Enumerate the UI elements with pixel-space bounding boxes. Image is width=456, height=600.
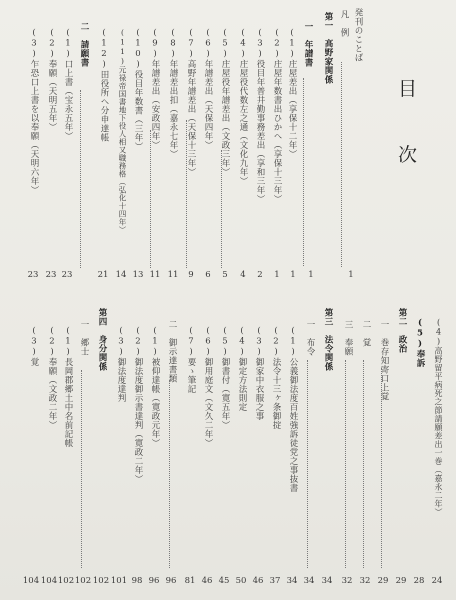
toc-item-2-3: (3)乍恐口上書を以奉願（天明六年） — [29, 28, 39, 195]
leader-dots — [381, 368, 382, 568]
section-2-heading: 二 請願書 — [79, 22, 89, 67]
toc-item-4: (4)庄屋役代数左之通（文化九年） — [238, 28, 248, 186]
toc-item-b19: (3)御法度達判 — [116, 326, 126, 403]
notes-entry: 凡 例 — [339, 10, 349, 37]
page-number: 2 — [257, 270, 263, 280]
chapter-4-heading: 第四 身分関係 — [97, 308, 107, 371]
page-number: 46 — [252, 576, 264, 586]
page-number: 24 — [431, 576, 443, 586]
page-number: 1 — [290, 270, 296, 280]
page-number: 4 — [240, 270, 246, 280]
toc-item-b18: (2)御法度御示書達判（寛政二年） — [133, 326, 143, 484]
page-number: 102 — [57, 576, 75, 586]
leader-dots — [341, 62, 342, 267]
preface-entry: 発刊のことば — [353, 8, 363, 62]
chapter-2-heading: 第二 政治 — [397, 308, 407, 353]
upper-section-baseline — [22, 287, 436, 288]
page-number: 23 — [27, 270, 39, 280]
toc-item-9: (9)年譜差出（安政四年） — [150, 28, 160, 150]
leader-dots — [150, 130, 151, 268]
toc-item-2-1: (1)口上書（宝永五年） — [63, 28, 73, 141]
toc-item-b11: (3)御家中衣服之事 — [254, 326, 264, 421]
page-number: 102 — [74, 576, 92, 586]
page-number: 34 — [286, 576, 298, 586]
page-number: 29 — [395, 576, 407, 586]
page-number: 98 — [131, 576, 143, 586]
toc-item-b10: (2)法令十三ヶ条御掟 — [271, 326, 281, 430]
page-number: 11 — [149, 270, 161, 280]
toc-item-b12: (4)御定方法則定 — [237, 326, 247, 412]
toc-item-b16: 二 御示達書類 — [167, 320, 177, 383]
toc-item-7: (7)高野年譜差出（天保十三年） — [186, 28, 196, 177]
toc-item-b14: (6)御用庭文（文久二年） — [203, 326, 213, 448]
page-number: 1 — [274, 270, 280, 280]
toc-item-b4: 一 巻存知寄口上覚 — [379, 320, 389, 401]
toc-item-12: (12)田役所へ分申達帳 — [99, 28, 109, 142]
toc-item-1: (1)庄屋差出（享保十二年） — [287, 28, 297, 159]
leader-dots — [221, 150, 222, 268]
leader-dots — [169, 380, 170, 568]
page-number: 37 — [269, 576, 281, 586]
toc-item-b5: 二 覚 — [361, 320, 371, 347]
page-number: 45 — [218, 576, 230, 586]
page-number: 104 — [40, 576, 58, 586]
leader-dots — [186, 120, 187, 268]
toc-item-b6: 三 奉願 — [343, 320, 353, 356]
toc-item-11: (11)元禄帝国書地下役人相又職務格（弘化十四年） — [118, 28, 127, 234]
toc-item-b17: (1)被仰達帳（寛政元年） — [150, 326, 160, 448]
page-number: 96 — [165, 576, 177, 586]
leader-dots — [303, 78, 304, 266]
leader-dots — [345, 360, 346, 568]
toc-item-b24: (3)覚 — [29, 326, 39, 367]
page-number: 96 — [148, 576, 160, 586]
toc-item-b9: (1)公義御法度百姓強訴徒党之事抜書 — [288, 326, 298, 493]
page-number: 14 — [115, 270, 127, 280]
toc-item-10: (10)役目年数書（三年） — [133, 28, 143, 151]
toc-item-2: (2)庄屋年数書出ひかへ（享保十三年） — [272, 28, 282, 204]
page-number: 101 — [110, 576, 128, 586]
toc-item-5: (5)庄屋役年譜差出（文政三年） — [220, 28, 230, 177]
page-number: 50 — [235, 576, 247, 586]
toc-item-b22: (1)長岡郡郷土中名前記帳 — [63, 326, 73, 448]
page-number: 32 — [359, 576, 371, 586]
page-number: 32 — [341, 576, 353, 586]
toc-item-2-2: (2)奉願（天明五年） — [47, 28, 57, 132]
toc-item-6: (6)年譜差出（天保四年） — [203, 28, 213, 150]
page-number: 1 — [348, 270, 354, 280]
page-number: 28 — [413, 576, 425, 586]
page-number: 21 — [97, 270, 109, 280]
page-number: 5 — [222, 270, 228, 280]
page-number: 6 — [205, 270, 211, 280]
page-number: 23 — [45, 270, 57, 280]
toc-title-first-char: 目 — [398, 78, 418, 100]
toc-item-b8: 一 布令 — [305, 320, 315, 356]
toc-item-b1: (4)高野留平病死之節請願差出一巻（嘉永二年） — [434, 318, 443, 517]
toc-title-second-char: 次 — [398, 144, 418, 166]
page-number: 23 — [61, 270, 73, 280]
leader-dots — [363, 360, 364, 568]
toc-item-b15: (7)要ゝ筆記 — [186, 326, 196, 394]
page-number: 1 — [308, 270, 314, 280]
page-number: 13 — [132, 270, 144, 280]
toc-item-b23: (2)奉願（文政二年） — [47, 326, 57, 430]
toc-item-b21: 一 郷士 — [79, 320, 89, 356]
page-number: 81 — [184, 576, 196, 586]
page-number: 34 — [303, 576, 315, 586]
page-number: 46 — [201, 576, 213, 586]
page-number: 11 — [167, 270, 179, 280]
page-number: 102 — [92, 576, 110, 586]
page-number: 34 — [321, 576, 333, 586]
chapter-1-heading: 第一 高野家関係 — [323, 12, 333, 84]
leader-dots — [80, 90, 81, 268]
page-number: 9 — [188, 270, 194, 280]
page-number: 29 — [377, 576, 389, 586]
leader-dots — [307, 360, 308, 568]
leader-dots — [81, 370, 82, 568]
toc-item-b2: (5)奉訴 — [415, 318, 425, 368]
chapter-3-heading: 第三 法令関係 — [323, 308, 333, 371]
toc-item-3: (3)役目年普井勤事務差出（享和三年） — [255, 28, 265, 204]
section-1-heading: 一 年譜書 — [303, 22, 313, 67]
toc-item-b13: (5)御書付（寛五年） — [220, 326, 230, 430]
page-number: 104 — [22, 576, 40, 586]
toc-item-8: (8)年譜差出扣（嘉永七年） — [168, 28, 178, 159]
